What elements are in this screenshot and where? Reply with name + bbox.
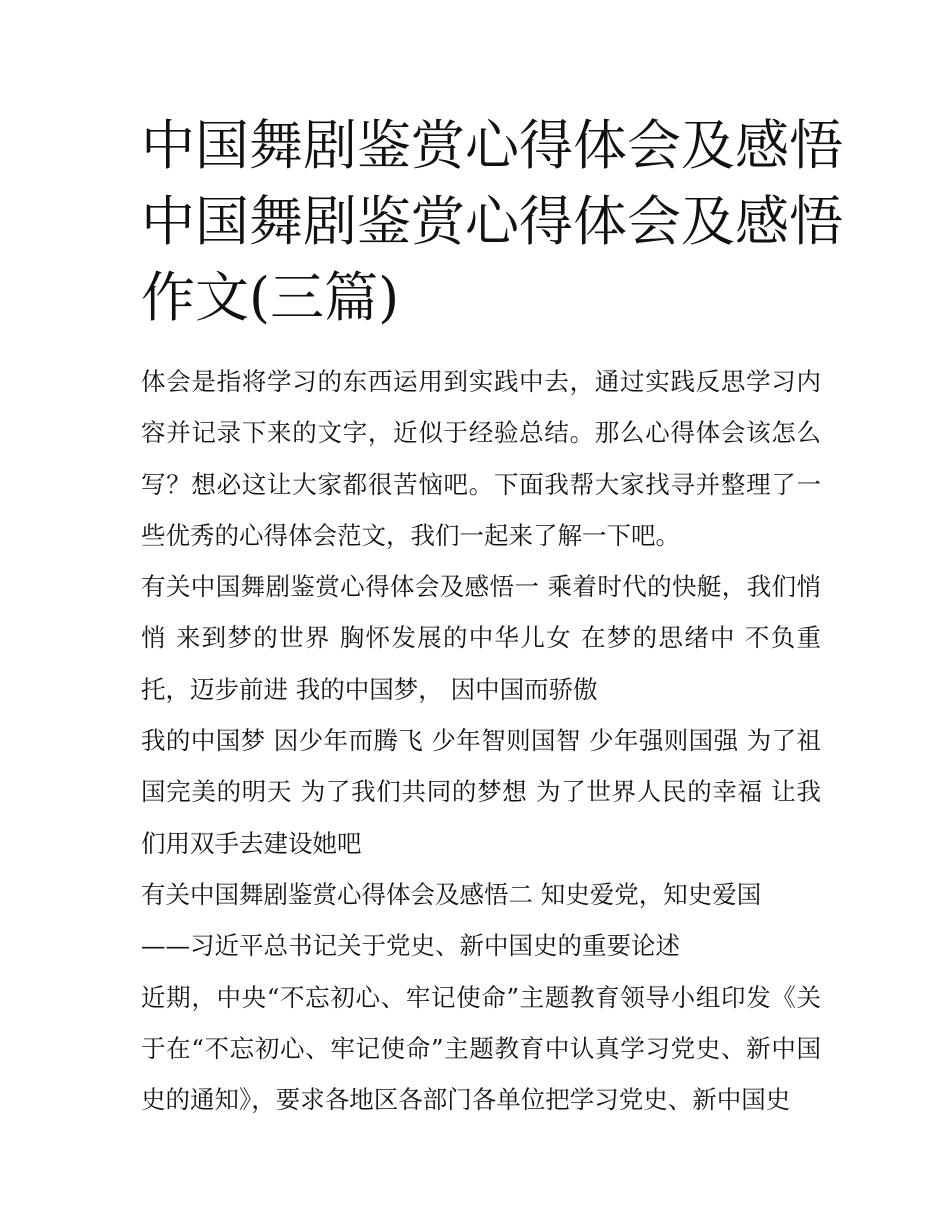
title-line-3: 作文(三篇): [141, 266, 400, 329]
intro-paragraph: 体会是指将学习的东西运用到实践中去，通过实践反思学习内容并记录下来的文字，近似于经验总结。那么心得体会该怎么写？想必这让大家都很苦恼吧。下面我帮大家找寻并整理了一些优秀的心得体会范文，我们一起来了解一下吧。: [141, 367, 821, 550]
essay-two-subheading: ——习近平总书记关于党史、新中国史的重要论述: [141, 931, 680, 961]
title-line-1: 中国舞剧鉴赏心得体会及感悟: [141, 114, 843, 177]
essay-one-paragraph-1: 有关中国舞剧鉴赏心得体会及感悟一 乘着时代的快艇，我们悄悄 来到梦的世界 胸怀发展的中华儿女 在梦的思绪中 不负重托，迈步前进 我的中国梦， 因中国而骄傲: [141, 572, 821, 704]
document-body: [141, 356, 821, 1125]
essay-two-paragraph-1: 近期，中央“不忘初心、牢记使命”主题教育领导小组印发《关于在“不忘初心、牢记使命”主题教育中认真学习党史、新中国史的通知》，要求各地区各部门各单位把学习党史、新中国史: [141, 982, 821, 1115]
document-page: [141, 108, 843, 1125]
document-title: [141, 108, 843, 336]
title-line-2: 中国舞剧鉴赏心得体会及感悟: [141, 190, 843, 253]
essay-two-heading: 有关中国舞剧鉴赏心得体会及感悟二 知史爱党，知史爱国: [141, 879, 762, 909]
essay-one-paragraph-2: 我的中国梦 因少年而腾飞 少年智则国智 少年强则国强 为了祖国完美的明天 为了我们共同的梦想 为了世界人民的幸福 让我们用双手去建设她吧: [141, 726, 821, 858]
